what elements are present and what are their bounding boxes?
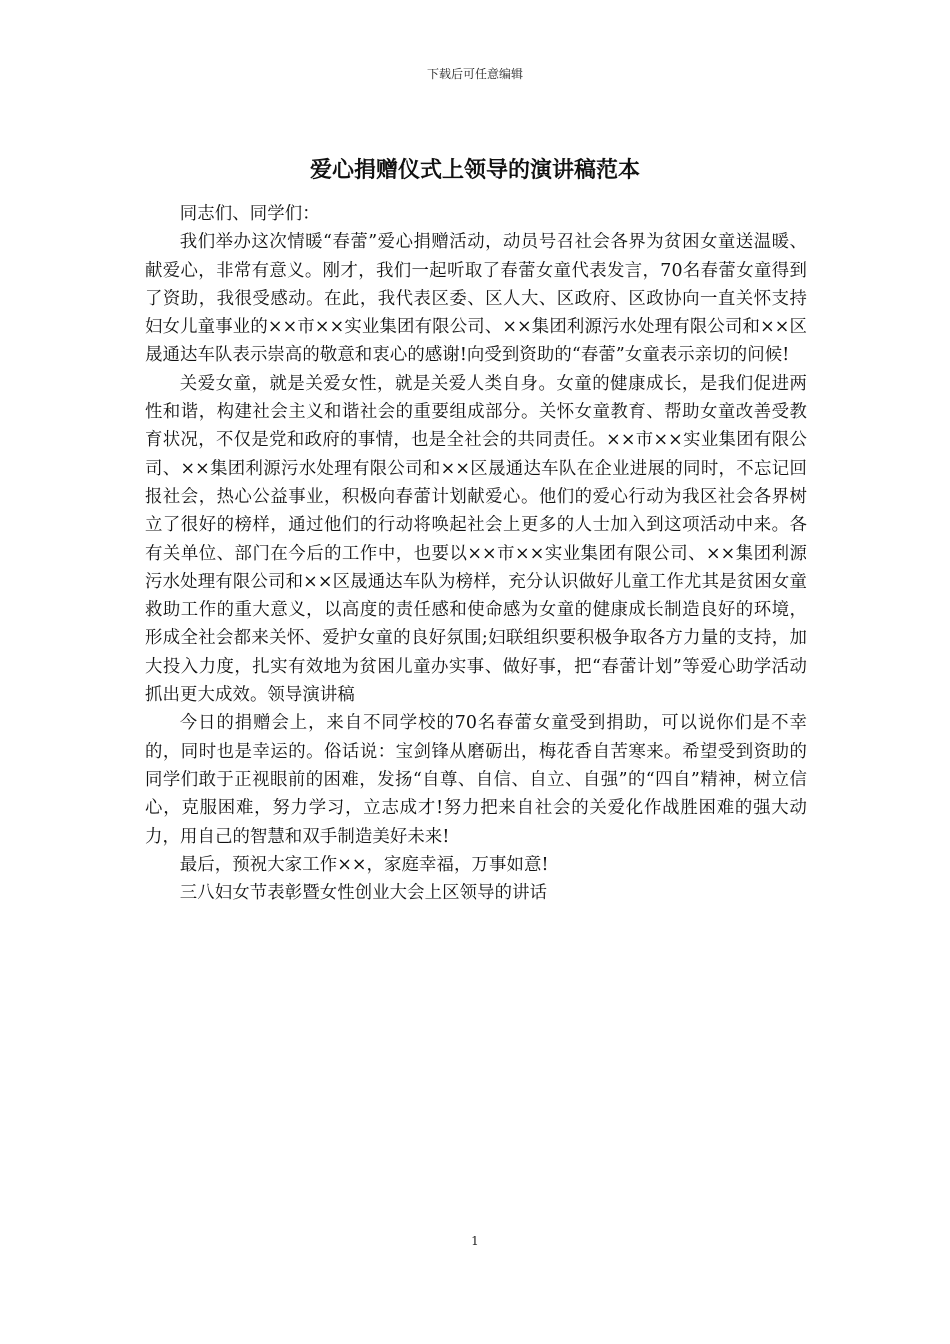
body-paragraph: 我们举办这次情暖“春蕾”爱心捐赠活动，动员号召社会各界为贫困女童送温暖、献爱心，非常有意义。刚才，我们一起听取了春蕾女童代表发言，70名春蕾女童得到了资助，我很受感动。在此，我代表区委、区人大、区政府、区政协向一直关怀支持妇女儿童事业的××市××实业集团有限公司、××集团利源污水处理有限公司和××区晟通达车队表示崇高的敬意和衷心的感谢!向受到资助的“春蕾”女童表示亲切的问候!	[145, 232, 807, 366]
page-number: 1	[471, 1234, 479, 1248]
body-paragraph: 今日的捐赠会上，来自不同学校的70名春蕾女童受到捐助，可以说你们是不幸的，同时也是幸运的。俗话说：宝剑锋从磨砺出，梅花香自苦寒来。希望受到资助的同学们敢于正视眼前的困难，发扬“自尊、自信、自立、自强”的“四自”精神，树立信心，克服困难，努力学习，立志成才!努力把来自社会的关爱化作战胜困难的强大动力，用自己的智慧和双手制造美好未来!	[145, 713, 807, 847]
closing-paragraph: 最后，预祝大家工作××，家庭幸福，万事如意!	[179, 854, 549, 875]
document-body	[145, 200, 807, 907]
salutation-paragraph: 同志们、同学们：	[179, 204, 320, 224]
page-header-note: 下载后可任意编辑	[426, 67, 523, 81]
next-heading-paragraph: 三八妇女节表彰暨女性创业大会上区领导的讲话	[179, 883, 548, 904]
document-title: 爱心捐赠仪式上领导的演讲稿范本	[309, 158, 640, 183]
body-paragraph: 关爱女童，就是关爱女性，就是关爱人类自身。女童的健康成长，是我们促进两性和谐，构建社会主义和谐社会的重要组成部分。关怀女童教育、帮助女童改善受教育状况，不仅是党和政府的事情，也是全社会的共同责任。××市××实业集团有限公司、××集团利源污水处理有限公司和××区晟通达车队在企业进展的同时，不忘记回报社会，热心公益事业，积极向春蕾计划献爱心。他们的爱心行动为我区社会各界树立了很好的榜样，通过他们的行动将唤起社会上更多的人士加入到这项活动中来。各有关单位、部门在今后的工作中，也要以××市××实业集团有限公司、××集团利源污水处理有限公司和××区晟通达车队为榜样，充分认识做好儿童工作尤其是贫困女童救助工作的重大意义，以高度的责任感和使命感为女童的健康成长制造良好的环境，形成全社会都来关怀、爱护女童的良好氛围;妇联组织要积极争取各方力量的支持，加大投入力度，扎实有效地为贫困儿童办实事、做好事，把“春蕾计划”等爱心助学活动抓出更大成效。领导演讲稿	[145, 373, 807, 706]
